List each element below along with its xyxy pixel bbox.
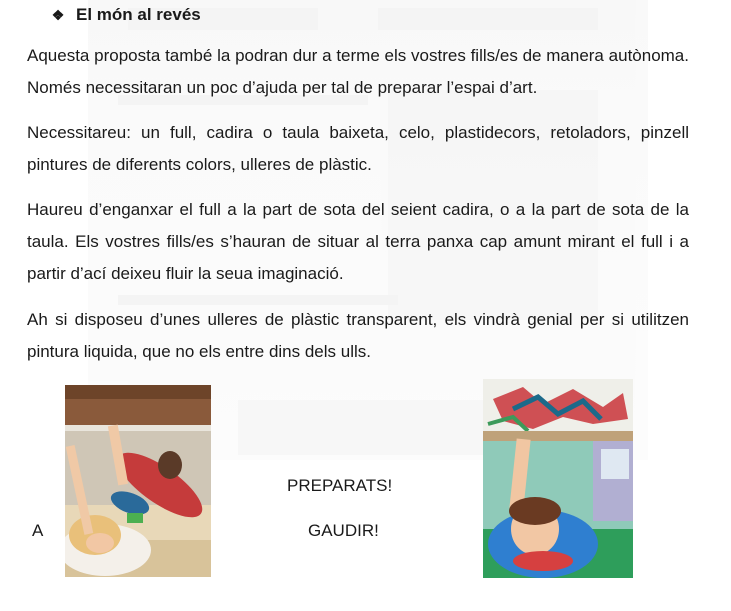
gaudir-label: GAUDIR!: [308, 521, 379, 540]
section-heading: [50, 5, 201, 25]
diamond-bullet-icon: ❖: [51, 6, 65, 23]
section-title: El món al revés: [76, 5, 201, 24]
paragraph-glasses-tip: Ah si disposeu d’unes ulleres de plàstic transparent, els vindrà genial per si utilitzen pintura liquida, que no els entre dins dels ulls.: [27, 310, 689, 361]
paragraph-instructions: Haureu d’enganxar el full a la part de sota del seient cadira, o a la part de sota de la taula. Els vostres fills/es s’hauran de situar al terra panxa cap amunt mirant el full i a partir d’ací deixeu fluir la seua imaginació.: [27, 200, 689, 283]
left-label: A: [32, 521, 44, 540]
photo-children-drawing-under-table: [65, 385, 211, 577]
preparats-label: PREPARATS!: [287, 476, 393, 495]
paragraph-materials: Necessitareu: un full, cadira o taula baixeta, celo, plastidecors, retoladors, pinzell pintures de diferents colors, ulleres de plàstic.: [27, 123, 689, 174]
paragraph-intro: Aquesta proposta també la podran dur a terme els vostres fills/es de manera autònoma. Només necessitaran un poc d’ajuda per tal de preparar l’espai d’art.: [27, 46, 689, 97]
photo-child-painting-upside-down: [483, 379, 633, 578]
